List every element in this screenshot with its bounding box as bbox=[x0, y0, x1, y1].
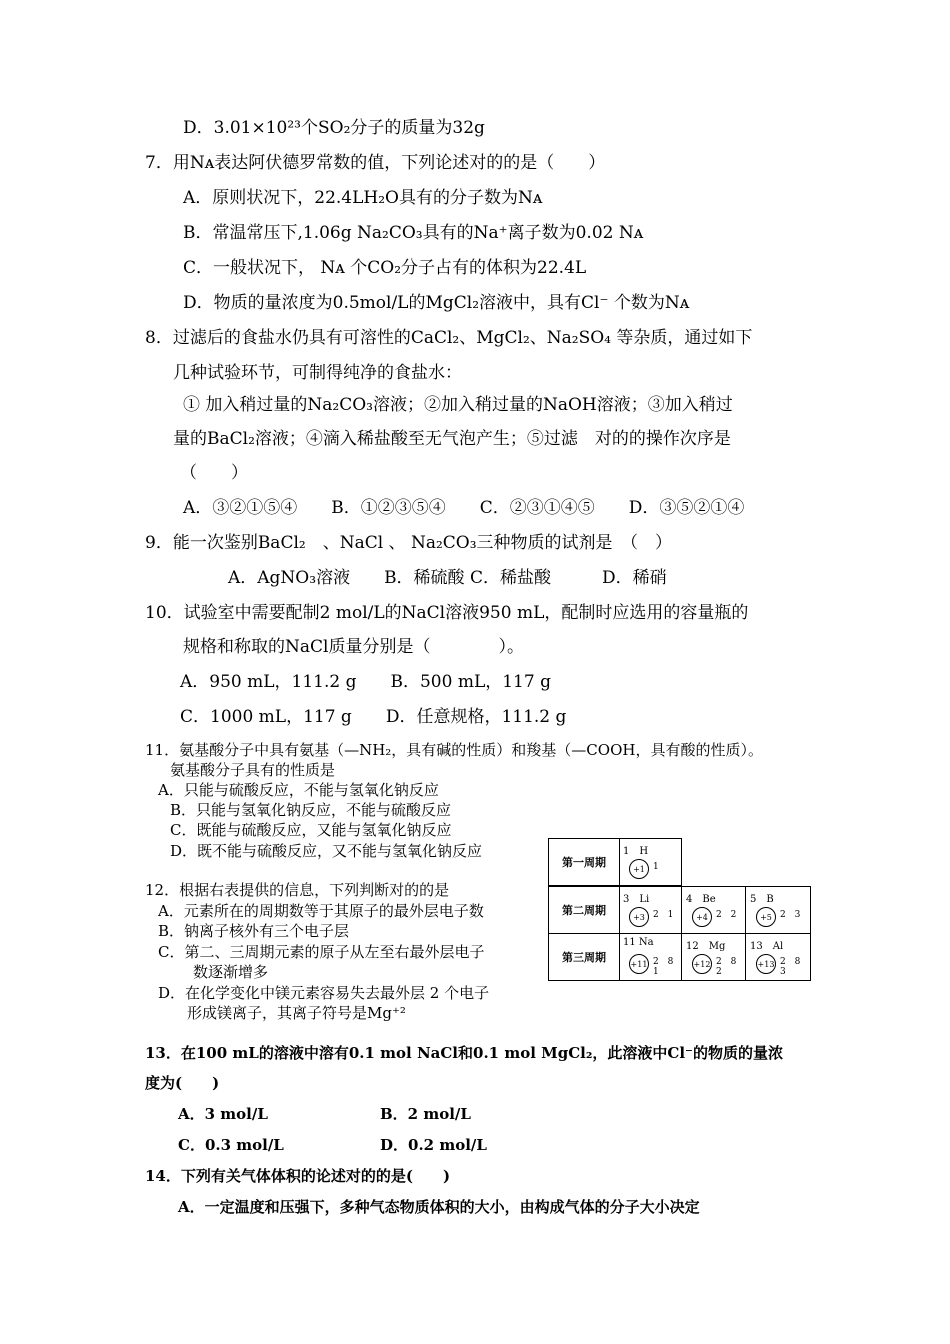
q13-stem-line2: 度为( ) bbox=[145, 1074, 220, 1092]
element-be bbox=[682, 887, 746, 933]
q12-option-d-line2: 形成镁离子，其离子符号是Mg⁺² bbox=[187, 1004, 406, 1022]
element-h-shells: 1 bbox=[653, 862, 662, 872]
element-h-nucleus: +1 bbox=[629, 859, 649, 879]
q10-stem-line2: 规格和称取的NaCl质量分别是（ ）。 bbox=[183, 637, 524, 657]
q7-option-a: A．原则状况下，22.4LH₂O具有的分子数为Nᴀ bbox=[183, 188, 543, 208]
q7-option-c: C．一般状况下， Nᴀ 个CO₂分子占有的体积为22.4L bbox=[183, 258, 587, 278]
period-3-row bbox=[548, 933, 811, 981]
q13-option-b: B．2 mol/L bbox=[380, 1105, 471, 1123]
q8-options: A．③②①⑤④ B．①②③⑤④ C．②③①④⑤ D．③⑤②①④ bbox=[183, 498, 745, 518]
q13-option-a: A．3 mol/L bbox=[178, 1105, 268, 1123]
q14-stem: 14．下列有关气体体积的论述对的的是( ) bbox=[145, 1167, 451, 1185]
q12-option-d-line1: D．在化学变化中镁元素容易失去最外层 2 个电子 bbox=[158, 984, 490, 1002]
q13-option-d: D．0.2 mol/L bbox=[380, 1136, 487, 1154]
periodic-table-figure bbox=[548, 832, 820, 984]
q11-option-d: D．既不能与硫酸反应，又不能与氢氧化钠反应 bbox=[170, 842, 483, 860]
element-be-shells: 2 2 bbox=[716, 910, 740, 920]
q8-stem-line1: 8．过滤后的食盐水仍具有可溶性的CaCl₂、MgCl₂、Na₂SO₄ 等杂质，通过如下 bbox=[145, 328, 753, 348]
element-mg-shells: 2 8 2 bbox=[716, 957, 740, 977]
element-b bbox=[746, 887, 810, 933]
element-al-label: 13 Al bbox=[750, 941, 784, 952]
q7-stem: 7．用Nᴀ表达阿伏德罗常数的值，下列论述对的的是（ ） bbox=[145, 153, 606, 173]
element-h-label: 1 H bbox=[623, 846, 649, 857]
element-b-label: 5 B bbox=[750, 894, 774, 905]
q10-stem-line1: 10．试验室中需要配制2 mol/L的NaCl溶液950 mL，配制时应选用的容量瓶的 bbox=[145, 603, 749, 623]
element-b-nucleus: +5 bbox=[756, 907, 776, 927]
q12-option-a: A．元素所在的周期数等于其原子的最外层电子数 bbox=[158, 902, 484, 920]
element-mg-label: 12 Mg bbox=[686, 941, 726, 952]
period-1-label: 第一周期 bbox=[549, 839, 620, 885]
q10-options-ab: A．950 mL，111.2 g B．500 mL，117 g bbox=[180, 672, 551, 692]
q12-option-c-line1: C．第二、三周期元素的原子从左至右最外层电子 bbox=[158, 943, 485, 961]
q13-option-c: C．0.3 mol/L bbox=[178, 1136, 284, 1154]
element-h bbox=[619, 839, 682, 885]
element-al-nucleus: +13 bbox=[756, 954, 776, 974]
q8-stem-line2: 几种试验环节，可制得纯净的食盐水： bbox=[173, 363, 462, 383]
element-be-label: 4 Be bbox=[686, 894, 716, 905]
element-li bbox=[619, 887, 682, 933]
element-na-label: 11 Na bbox=[623, 937, 654, 948]
element-na-nucleus: +11 bbox=[629, 954, 649, 974]
element-na bbox=[619, 934, 682, 980]
q7-option-d: D．物质的量浓度为0.5mol/L的MgCl₂溶液中，具有Cl⁻ 个数为Nᴀ bbox=[183, 293, 690, 313]
q6-option-d: D．3.01×10²³个SO₂分子的质量为32g bbox=[183, 118, 485, 138]
element-b-shells: 2 3 bbox=[780, 910, 804, 920]
q12-option-b: B．钠离子核外有三个电子层 bbox=[158, 922, 350, 940]
q11-option-a: A．只能与硫酸反应，不能与氢氧化钠反应 bbox=[158, 781, 439, 799]
element-mg-nucleus: +12 bbox=[692, 954, 712, 974]
q8-answer-blank: （ ） bbox=[180, 463, 248, 483]
element-li-nucleus: +3 bbox=[629, 907, 649, 927]
element-al bbox=[746, 934, 810, 980]
q12-stem: 12．根据右表提供的信息，下列判断对的的是 bbox=[145, 881, 450, 899]
q7-option-b: B．常温常压下,1.06g Na₂CO₃具有的Na⁺离子数为0.02 Nᴀ bbox=[183, 223, 644, 243]
q14-option-a: A．一定温度和压强下，多种气态物质体积的大小，由构成气体的分子大小决定 bbox=[178, 1198, 700, 1216]
q11-stem-line2: 氨基酸分子具有的性质是 bbox=[170, 761, 336, 779]
q11-stem-line1: 11．氨基酸分子中具有氨基（—NH₂，具有碱的性质）和羧基（—COOH，具有酸的性质）。 bbox=[145, 741, 763, 759]
element-li-label: 3 Li bbox=[623, 894, 650, 905]
period-2-row bbox=[548, 886, 811, 934]
period-1-row bbox=[548, 838, 682, 886]
q11-option-b: B．只能与氢氧化钠反应，不能与硫酸反应 bbox=[170, 801, 452, 819]
q13-stem-line1: 13．在100 mL的溶液中溶有0.1 mol NaCl和0.1 mol MgCl₂，此溶液中Cl⁻的物质的量浓 bbox=[145, 1044, 783, 1062]
element-mg bbox=[682, 934, 746, 980]
element-li-shells: 2 1 bbox=[653, 910, 677, 920]
q12-option-c-line2: 数逐渐增多 bbox=[193, 963, 269, 981]
q8-stem-line3: ① 加入稍过量的Na₂CO₃溶液；②加入稍过量的NaOH溶液；③加入稍过 bbox=[183, 395, 733, 415]
element-na-shells: 2 8 1 bbox=[653, 957, 677, 977]
element-be-nucleus: +4 bbox=[692, 907, 712, 927]
period-3-label: 第三周期 bbox=[549, 934, 620, 980]
q11-option-c: C．既能与硫酸反应，又能与氢氧化钠反应 bbox=[170, 821, 452, 839]
q9-stem: 9．能一次鉴别BaCl₂ 、NaCl 、 Na₂CO₃三种物质的试剂是 （ ） bbox=[145, 533, 673, 553]
q9-options: A．AgNO₃溶液 B．稀硫酸 C．稀盐酸 D．稀硝 bbox=[228, 568, 667, 588]
period-2-label: 第二周期 bbox=[549, 887, 620, 933]
q8-stem-line4: 量的BaCl₂溶液；④滴入稀盐酸至无气泡产生；⑤过滤 对的的操作次序是 bbox=[173, 429, 731, 449]
q10-options-cd: C．1000 mL，117 g D．任意规格，111.2 g bbox=[180, 707, 567, 727]
element-al-shells: 2 8 3 bbox=[780, 957, 804, 977]
